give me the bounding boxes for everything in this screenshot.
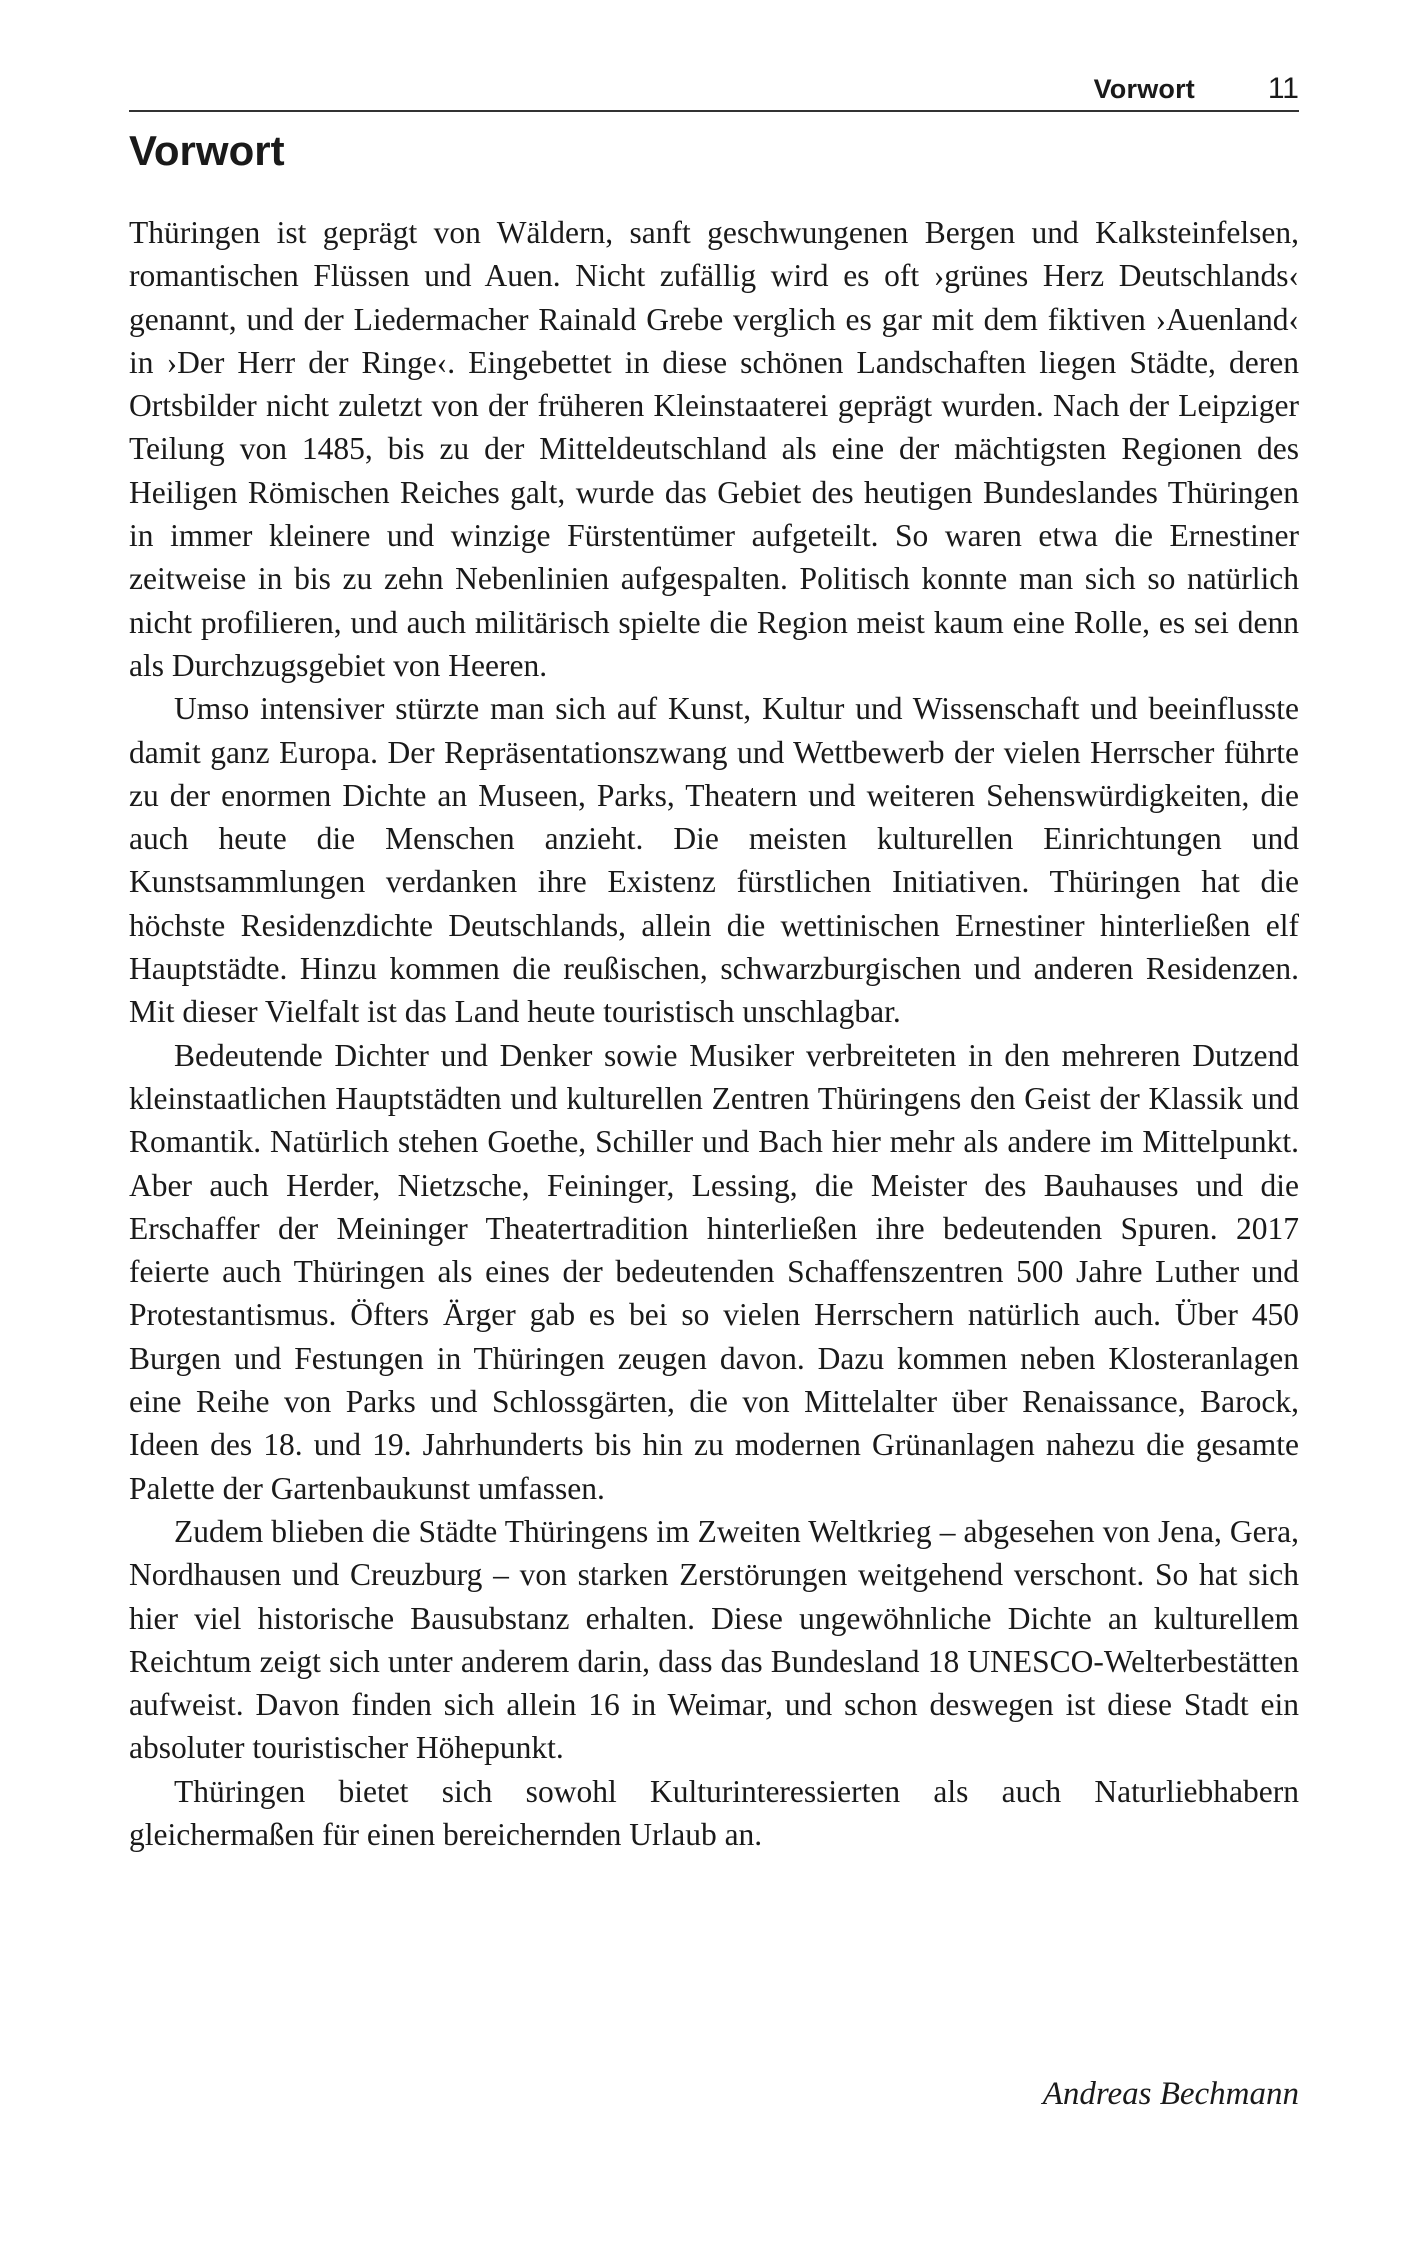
body-text — [129, 211, 1299, 1856]
page-number: 11 — [1267, 72, 1299, 105]
paragraph-5: Thüringen bietet sich sowohl Kulturinteressierten als auch Naturliebhabern gleichermaßen für einen bereichernden Urlaub an. — [129, 1773, 1299, 1852]
paragraph-3: Bedeutende Dichter und Denker sowie Musiker verbreiteten in den mehreren Dutzend kleinstaatlichen Hauptstädten und kulturellen Zentren Thüringens den Geist der Klassik und Romantik. Natürlich stehen Goethe, Schiller und Bach hier mehr als andere im Mittelpunkt. Aber auch Herder, Nietzsche, Feininger, Lessing, die Meister des Bauhauses und die Erschaffer der Meininger Theatertradition hinterließen ihre bedeutenden Spuren. 2017 feierte auch Thüringen als eines der bedeutenden Schaffenszentren 500 Jahre Luther und Protestantismus. Öfters Ärger gab es bei so vielen Herrschern natürlich auch. Über 450 Burgen und Festungen in Thüringen zeugen davon. Dazu kommen neben Klosteranlagen eine Reihe von Parks und Schlossgärten, die von Mittelalter über Renaissance, Barock, Ideen des 18. und 19. Jahrhunderts bis hin zu modernen Grünanlagen nahezu die gesamte Palette der Gartenbaukunst umfassen. — [129, 1037, 1299, 1506]
running-head — [129, 70, 1299, 112]
paragraph-1: Thüringen ist geprägt von Wäldern, sanft geschwungenen Bergen und Kalksteinfelsen, romantischen Flüssen und Auen. Nicht zufällig wird es oft ›grünes Herz Deutschlands‹ genannt, und der Liedermacher Rainald Grebe verglich es gar mit dem fiktiven ›Auenland‹ in ›Der Herr der Ringe‹. Eingebettet in diese schönen Landschaften liegen Städte, deren Ortsbilder nicht zuletzt von der früheren Kleinstaaterei geprägt wurden. Nach der Leipziger Teilung von 1485, bis zu der Mitteldeutschland als eine der mächtigsten Regionen des Heiligen Römischen Reiches galt, wurde das Gebiet des heutigen Bundeslandes Thüringen in immer kleinere und winzige Fürstentümer aufgeteilt. So waren etwa die Ernestiner zeitweise in bis zu zehn Nebenlinien aufgespalten. Politisch konnte man sich so natürlich nicht profilieren, und auch militärisch spielte die Region meist kaum eine Rolle, es sei denn als Durchzugsgebiet von Heeren. — [129, 215, 1299, 683]
paragraph-2: Umso intensiver stürzte man sich auf Kunst, Kultur und Wissenschaft und beeinflusste damit ganz Europa. Der Repräsentationszwang und Wettbewerb der vielen Herrscher führte zu der enormen Dichte an Museen, Parks, Theatern und weiteren Sehenswürdigkeiten, die auch heute die Menschen anzieht. Die meisten kulturellen Einrichtungen und Kunstsammlungen verdanken ihre Existenz fürstlichen Initiativen. Thüringen hat die höchste Residenzdichte Deutschlands, allein die wettinischen Ernestiner hinterließen elf Hauptstädte. Hinzu kommen die reußischen, schwarzburgischen und anderen Residenzen. Mit dieser Vielfalt ist das Land heute touristisch unschlagbar. — [129, 691, 1299, 1030]
book-page — [129, 70, 1299, 2170]
chapter-title: Vorwort — [129, 127, 285, 174]
running-head-title: Vorwort — [1093, 74, 1195, 104]
paragraph-4: Zudem blieben die Städte Thüringens im Zweiten Weltkrieg – abgesehen von Jena, Gera, Nordhausen und Creuzburg – von starken Zerstörungen weitgehend verschont. So hat sich hier viel historische Bausubstanz erhalten. Diese ungewöhnliche Dichte an kulturellem Reichtum zeigt sich unter anderem darin, dass das Bundesland 18 UNESCO-Welterbestätten aufweist. Davon finden sich allein 16 in Weimar, und schon deswegen ist diese Stadt ein absoluter touristischer Höhepunkt. — [129, 1513, 1299, 1766]
author-signature: Andreas Bechmann — [1042, 2076, 1299, 2112]
